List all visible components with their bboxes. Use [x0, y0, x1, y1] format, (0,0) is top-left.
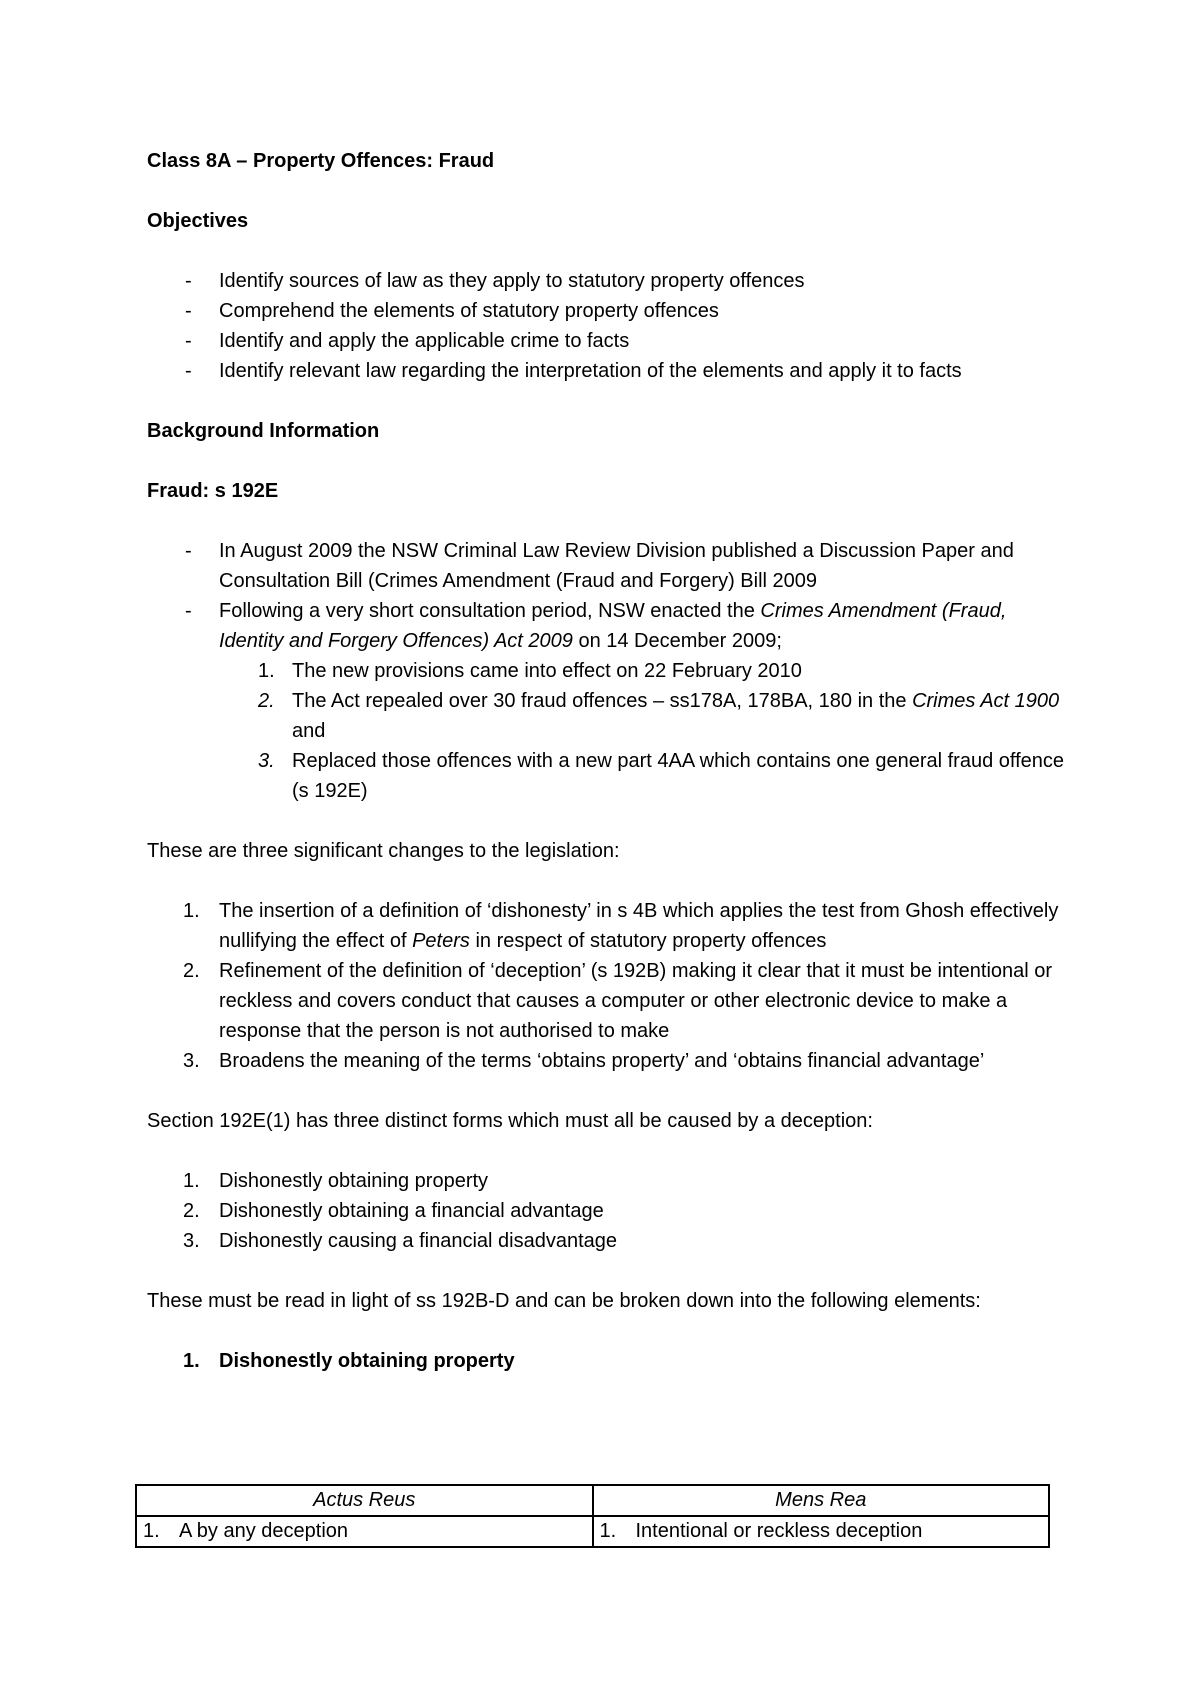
list-item-text: The Act repealed over 30 fraud offences – ss178A, 178BA, 180 in the	[292, 690, 913, 712]
dash-marker: -	[185, 600, 192, 622]
background-heading: Background Information	[147, 420, 380, 442]
table-cell	[593, 1516, 1050, 1547]
list-item-text: Replaced those offences with a new part 4AA which contains one general fraud offence (s 192E)	[292, 750, 1064, 802]
fraud-heading: Fraud: s 192E	[147, 480, 279, 502]
list-item-text: Refinement of the definition of ‘deception’ (s 192B) making it clear that it must be intentional or reckless and covers conduct that causes a computer or other electronic device to make a response that the person is not authorised to make	[219, 960, 1053, 1042]
changes-intro: These are three significant changes to the legislation:	[147, 840, 620, 862]
number-marker: 1.	[183, 1350, 200, 1372]
table-header-row	[136, 1485, 1049, 1516]
list-item-text: In August 2009 the NSW Criminal Law Review Division published a Discussion Paper and Consultation Bill (Crimes Amendment (Fraud and Forgery) Bill 2009	[219, 540, 1014, 592]
dash-marker: -	[185, 360, 192, 382]
number-marker: 1.	[143, 1520, 160, 1542]
list-item	[147, 296, 1067, 326]
list-item	[147, 1166, 1067, 1196]
list-item-text: on 14 December 2009;	[572, 630, 782, 652]
list-item-text: Broadens the meaning of the terms ‘obtains property’ and ‘obtains financial advantage’	[219, 1050, 985, 1072]
list-item-text: Dishonestly obtaining property	[219, 1170, 489, 1192]
list-item-text: Dishonestly obtaining a financial advantage	[219, 1200, 604, 1222]
table-cell	[136, 1516, 593, 1547]
list-item	[147, 596, 1067, 656]
forms-intro: Section 192E(1) has three distinct forms which must all be caused by a deception:	[147, 1110, 873, 1132]
list-item-text: in respect of statutory property offences	[469, 930, 827, 952]
number-marker: 1.	[183, 1170, 200, 1192]
dash-marker: -	[185, 270, 192, 292]
list-item-text: and	[292, 720, 326, 742]
elements-heading	[147, 1346, 1067, 1376]
list-item	[147, 956, 1067, 1046]
list-item	[147, 266, 1067, 296]
elements-table	[135, 1484, 1050, 1548]
table-row	[136, 1516, 1049, 1547]
elements-heading-text: Dishonestly obtaining property	[219, 1350, 515, 1372]
elements-intro: These must be read in light of ss 192B-D and can be broken down into the following elements:	[147, 1290, 981, 1312]
list-item-text: Dishonestly causing a financial disadvantage	[219, 1230, 618, 1252]
list-item	[147, 536, 1067, 596]
dash-marker: -	[185, 330, 192, 352]
cell-text: A by any deception	[179, 1520, 349, 1542]
list-item-text: Following a very short consultation period, NSW enacted the	[219, 600, 761, 622]
number-marker: 3.	[183, 1050, 200, 1072]
list-item	[147, 1196, 1067, 1226]
list-item	[147, 356, 1067, 386]
forms-list	[147, 1166, 1067, 1256]
cell-text: Intentional or reckless deception	[635, 1520, 923, 1542]
objectives-list	[147, 266, 1067, 386]
number-marker: 2.	[183, 960, 200, 982]
act-title: Crimes Act 1900	[912, 690, 1060, 712]
background-sublist	[147, 656, 1067, 806]
page-title: Class 8A – Property Offences: Fraud	[147, 150, 495, 172]
number-marker: 1.	[599, 1520, 617, 1542]
list-item-text: Identify and apply the applicable crime to facts	[219, 330, 630, 352]
list-item-text: The new provisions came into effect on 22 February 2010	[292, 660, 802, 682]
list-item	[147, 326, 1067, 356]
number-marker: 3.	[183, 1230, 200, 1252]
list-item	[147, 1046, 1067, 1076]
number-marker: 3.	[258, 750, 275, 772]
list-item	[147, 746, 1067, 806]
number-marker: 1.	[183, 900, 200, 922]
dash-marker: -	[185, 300, 192, 322]
act-title: Crimes Amendment (Fraud, Identity and Forgery Offences) Act 2009	[219, 600, 1007, 652]
elements-heading-list	[147, 1346, 1067, 1376]
dash-marker: -	[185, 540, 192, 562]
list-item-text: Comprehend the elements of statutory property offences	[219, 300, 719, 322]
changes-list	[147, 896, 1067, 1076]
document-body	[147, 146, 1067, 1376]
number-marker: 2.	[183, 1200, 200, 1222]
list-item	[147, 656, 1067, 686]
number-marker: 1.	[258, 660, 275, 682]
list-item	[147, 686, 1067, 746]
list-item	[147, 896, 1067, 956]
background-list	[147, 536, 1067, 656]
table-header-actus-reus: Actus Reus	[136, 1485, 593, 1516]
table-header-mens-rea: Mens Rea	[593, 1485, 1050, 1516]
list-item-text: Identify relevant law regarding the interpretation of the elements and apply it to facts	[219, 360, 962, 382]
objectives-heading: Objectives	[147, 210, 249, 232]
number-marker: 2.	[258, 690, 275, 712]
list-item	[147, 1226, 1067, 1256]
list-item-text: The insertion of a definition of ‘dishonesty’ in s 4B which applies the test from Ghosh effectively nullifying the effect of	[219, 900, 1059, 952]
list-item-text: Identify sources of law as they apply to statutory property offences	[219, 270, 805, 292]
case-name: Peters	[412, 930, 470, 952]
